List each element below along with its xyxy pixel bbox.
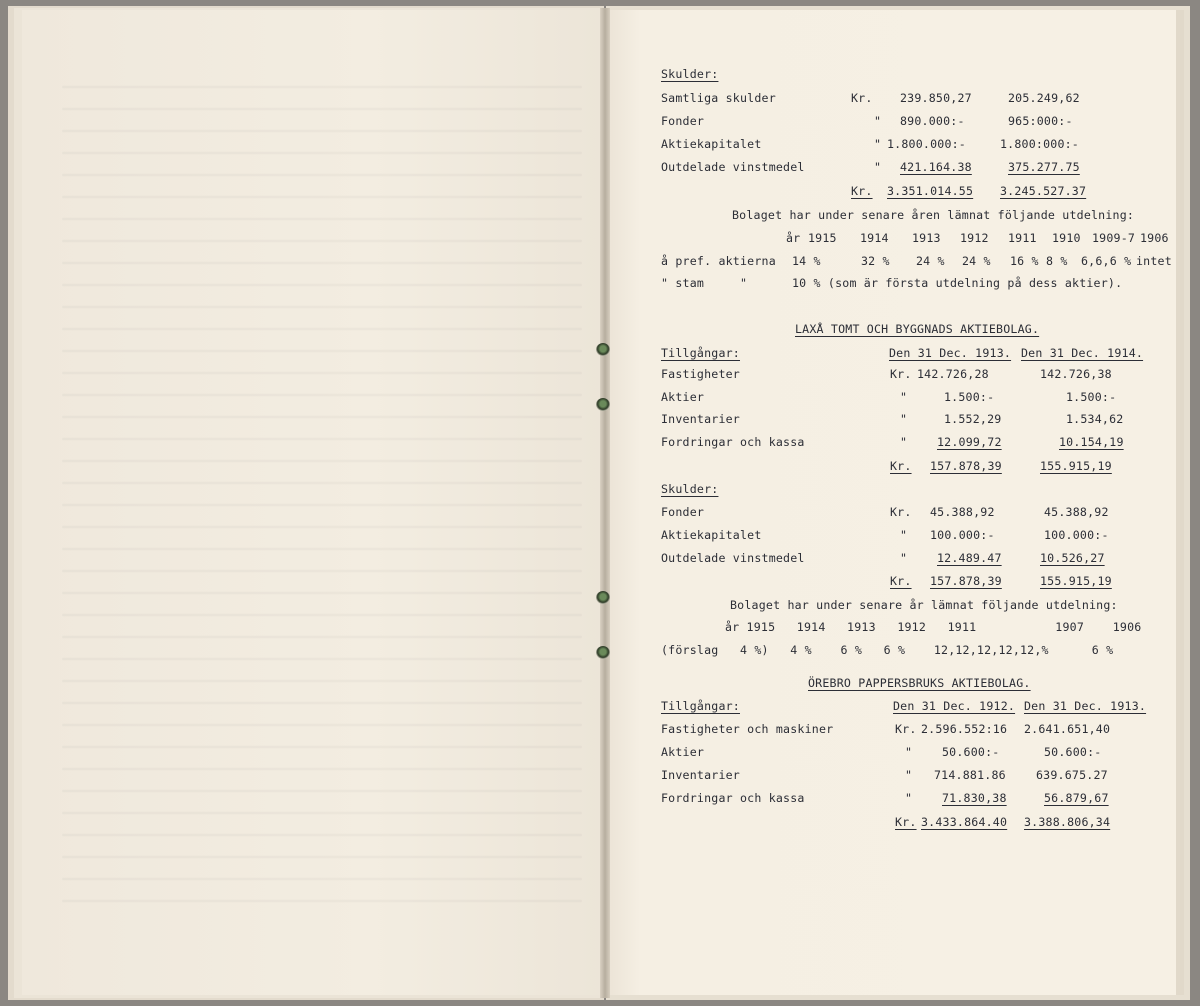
row-currency: " bbox=[905, 768, 913, 782]
total-value-b: 155.915,19 bbox=[1040, 459, 1112, 473]
row-label: Fonder bbox=[661, 114, 705, 128]
row-value-b: 142.726,38 bbox=[1040, 367, 1112, 381]
column-header-b: Den 31 Dec. 1914. bbox=[1021, 346, 1144, 360]
total-currency: Kr. bbox=[895, 815, 917, 829]
total-value-b: 3.388.806,34 bbox=[1024, 815, 1111, 829]
row-label: Samtliga skulder bbox=[661, 91, 776, 105]
binding-hole bbox=[596, 646, 610, 659]
right-page bbox=[606, 10, 1176, 995]
pref-value: 24 % bbox=[916, 254, 945, 268]
year: 1913 bbox=[912, 231, 941, 245]
dividend-years: år 1915 1914 1913 1912 1911 1907 1906 bbox=[725, 620, 1142, 634]
dividend-note: Bolaget har under senare åren lämnat följande utdelning: bbox=[732, 208, 1135, 222]
total-value-b: 155.915,19 bbox=[1040, 574, 1112, 588]
row-value-b: 965:000:- bbox=[1008, 114, 1073, 128]
row-label: Outdelade vinstmedel bbox=[661, 551, 805, 565]
row-value-b: 1.500:- bbox=[1066, 390, 1117, 404]
row-value-b: 100.000:- bbox=[1044, 528, 1109, 542]
pref-value: 32 % bbox=[861, 254, 890, 268]
row-value-b: 375.277.75 bbox=[1008, 160, 1080, 174]
row-value-b: 10.526,27 bbox=[1040, 551, 1105, 565]
row-label: Fordringar och kassa bbox=[661, 791, 805, 805]
total-value-a: 3.433.864.40 bbox=[921, 815, 1008, 829]
row-value-a: 71.830,38 bbox=[942, 791, 1007, 805]
row-value-a: 100.000:- bbox=[930, 528, 995, 542]
pref-value: 8 % bbox=[1046, 254, 1068, 268]
row-value-b: 205.249,62 bbox=[1008, 91, 1080, 105]
row-value-a: 12.099,72 bbox=[937, 435, 1002, 449]
row-value-a: 714.881.86 bbox=[934, 768, 1006, 782]
row-value-a: 1.552,29 bbox=[944, 412, 1002, 426]
row-currency: " bbox=[874, 114, 882, 128]
binding-hole bbox=[596, 343, 610, 356]
year: 1910 bbox=[1052, 231, 1081, 245]
row-value-b: 639.675.27 bbox=[1036, 768, 1108, 782]
row-label: Fonder bbox=[661, 505, 705, 519]
total-currency: Kr. bbox=[851, 184, 873, 198]
row-label: Fastigheter och maskiner bbox=[661, 722, 834, 736]
row-value-a: 50.600:- bbox=[942, 745, 1000, 759]
row-label: Aktiekapitalet bbox=[661, 137, 762, 151]
row-value-b: 2.641.651,40 bbox=[1024, 722, 1111, 736]
section-heading: Skulder: bbox=[661, 67, 719, 81]
binding-gutter bbox=[600, 8, 610, 998]
total-value-a: 157.878,39 bbox=[930, 459, 1002, 473]
company-title: LAXÅ TOMT OCH BYGGNADS AKTIEBOLAG. bbox=[795, 322, 1040, 336]
row-currency: Kr. bbox=[890, 505, 912, 519]
year: 1912 bbox=[960, 231, 989, 245]
pref-value: 6,6,6 % bbox=[1081, 254, 1132, 268]
total-value-a: 3.351.014.55 bbox=[887, 184, 974, 198]
row-currency: " bbox=[900, 412, 908, 426]
binding-hole bbox=[596, 398, 610, 411]
row-value-b: 45.388,92 bbox=[1044, 505, 1109, 519]
years-prefix: år bbox=[786, 231, 801, 245]
row-currency: Kr. bbox=[890, 367, 912, 381]
row-value-a: 890.000:- bbox=[900, 114, 965, 128]
bleed-through-text bbox=[62, 72, 582, 922]
stam-value: 10 % (som är första utdelning på dess aktier). bbox=[792, 276, 1123, 290]
row-value-a: 45.388,92 bbox=[930, 505, 995, 519]
assets-heading: Tillgångar: bbox=[661, 346, 740, 360]
row-value-a: 142.726,28 bbox=[917, 367, 989, 381]
year: 1915 bbox=[808, 231, 837, 245]
row-value-a: 421.164.38 bbox=[900, 160, 972, 174]
row-label: Outdelade vinstmedel bbox=[661, 160, 805, 174]
total-currency: Kr. bbox=[890, 459, 912, 473]
row-value-b: 1.800:000:- bbox=[1000, 137, 1079, 151]
row-currency: " bbox=[874, 160, 882, 174]
column-header-a: Den 31 Dec. 1913. bbox=[889, 346, 1012, 360]
assets-heading: Tillgångar: bbox=[661, 699, 740, 713]
row-value-a: 239.850,27 bbox=[900, 91, 972, 105]
row-currency: " bbox=[905, 745, 913, 759]
row-label: Inventarier bbox=[661, 412, 740, 426]
stam-label: " stam " bbox=[661, 276, 748, 290]
year: 1909-7 bbox=[1092, 231, 1136, 245]
row-value-b: 50.600:- bbox=[1044, 745, 1102, 759]
year: 1911 bbox=[1008, 231, 1037, 245]
row-value-b: 1.534,62 bbox=[1066, 412, 1124, 426]
row-value-a: 1.500:- bbox=[944, 390, 995, 404]
row-value-a: 2.596.552:16 bbox=[921, 722, 1008, 736]
row-label: Aktier bbox=[661, 390, 705, 404]
row-label: Aktiekapitalet bbox=[661, 528, 762, 542]
total-currency: Kr. bbox=[890, 574, 912, 588]
total-value-a: 157.878,39 bbox=[930, 574, 1002, 588]
row-currency: " bbox=[900, 528, 908, 542]
year: 1914 bbox=[860, 231, 889, 245]
row-value-a: 12.489.47 bbox=[937, 551, 1002, 565]
dividend-note: Bolaget har under senare år lämnat följande utdelning: bbox=[730, 598, 1118, 612]
row-currency: " bbox=[874, 137, 882, 151]
binding-hole bbox=[596, 591, 610, 604]
liabilities-heading: Skulder: bbox=[661, 482, 719, 496]
dividend-values: (förslag 4 %) 4 % 6 % 6 % 12,12,12,12,12,% 6 % bbox=[661, 643, 1114, 657]
row-currency: Kr. bbox=[895, 722, 917, 736]
row-currency: " bbox=[900, 551, 908, 565]
company-title: ÖREBRO PAPPERSBRUKS AKTIEBOLAG. bbox=[808, 676, 1031, 690]
row-label: Inventarier bbox=[661, 768, 740, 782]
pref-value: 24 % bbox=[962, 254, 991, 268]
column-header-b: Den 31 Dec. 1913. bbox=[1024, 699, 1147, 713]
pref-label: å pref. aktierna bbox=[661, 254, 776, 268]
column-header-a: Den 31 Dec. 1912. bbox=[893, 699, 1016, 713]
page-stack-edge bbox=[1176, 10, 1184, 995]
row-currency: " bbox=[900, 435, 908, 449]
pref-value: 16 % bbox=[1010, 254, 1039, 268]
row-label: Fordringar och kassa bbox=[661, 435, 805, 449]
row-currency: Kr. bbox=[851, 91, 873, 105]
pref-value: 14 % bbox=[792, 254, 821, 268]
row-value-b: 10.154,19 bbox=[1059, 435, 1124, 449]
pref-value: intet bbox=[1136, 254, 1172, 268]
row-label: Aktier bbox=[661, 745, 705, 759]
row-currency: " bbox=[905, 791, 913, 805]
year: 1906 bbox=[1140, 231, 1169, 245]
row-currency: " bbox=[900, 390, 908, 404]
total-value-b: 3.245.527.37 bbox=[1000, 184, 1087, 198]
left-page bbox=[22, 10, 604, 995]
row-value-a: 1.800.000:- bbox=[887, 137, 966, 151]
row-label: Fastigheter bbox=[661, 367, 740, 381]
row-value-b: 56.879,67 bbox=[1044, 791, 1109, 805]
